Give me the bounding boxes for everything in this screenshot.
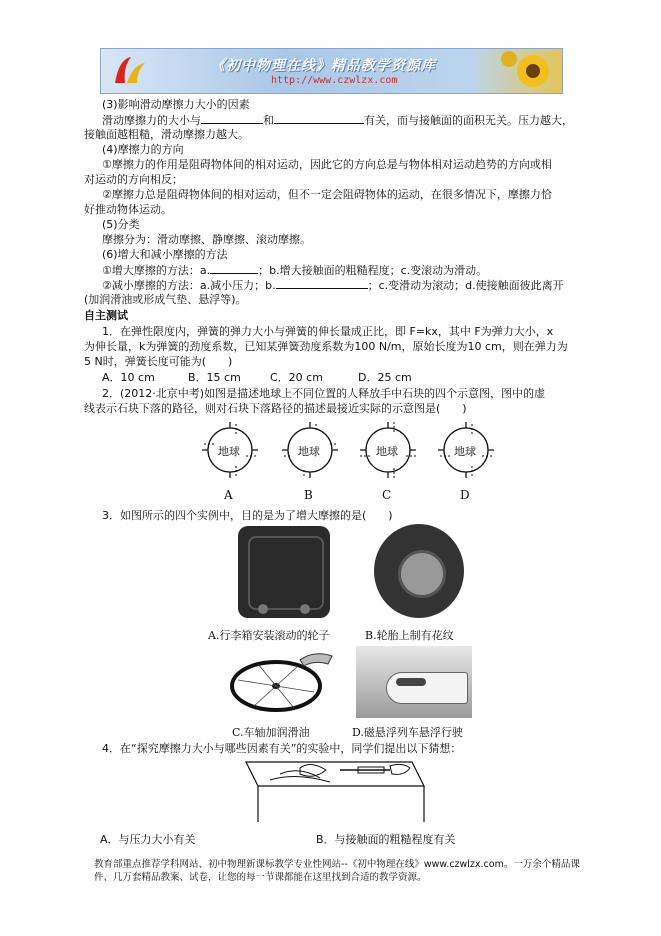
banner-url: http://www.czwlzx.com xyxy=(271,75,398,86)
section-3-line-2: 接触面越粗糙，滑动摩擦力越大。 xyxy=(84,128,249,141)
question-2-line-2: 线表示石块下落的路径，则对石块下落路径的描述最接近实际的示意图是( ) xyxy=(84,402,467,415)
earth-diagram-d xyxy=(436,420,496,480)
diagram-option-d: D xyxy=(460,488,470,502)
question-4-option-a: A．与压力大小有关 xyxy=(100,833,196,846)
bicycle-wheel-photo xyxy=(228,646,338,714)
footer-line-2: 件、几万套精品教案、试卷，让您的每一节课都能在这里找到合适的教学资源。 xyxy=(94,872,427,883)
diagram-option-c: C xyxy=(382,488,392,502)
maglev-train-photo xyxy=(356,646,472,718)
section-4-heading: (4)摩擦力的方向 xyxy=(102,143,184,156)
section-4-line-2: 对运动的方向相反； xyxy=(84,173,183,186)
logo-icon xyxy=(109,53,149,89)
section-5-line-1: 摩擦分为：滑动摩擦、静摩擦、滚动摩擦。 xyxy=(102,233,311,246)
question-1-option-c: C．20 cm xyxy=(270,371,323,384)
question-1-option-b: B．15 cm xyxy=(188,371,241,384)
section-4-line-3: ②摩擦力总是阻碍物体间的相对运动，但不一定会阻碍物体的运动，在很多情况下，摩擦力恰 xyxy=(102,188,552,201)
question-1-option-a: A．10 cm xyxy=(102,371,155,384)
answer-blank[interactable] xyxy=(201,112,263,124)
friction-experiment-drawing xyxy=(240,756,430,828)
earth-label: 地球 xyxy=(376,445,398,458)
section-3-heading: (3)影响滑动摩擦力大小的因素 xyxy=(102,98,250,111)
question-1-option-d: D．25 cm xyxy=(358,371,412,384)
banner-title: 《初中物理在线》精品教学资源库 xyxy=(211,58,436,74)
section-6-line-3: (加润滑油或形成气垫、悬浮等)。 xyxy=(84,293,247,306)
section-4-line-1: ①摩擦力的作用是阻碍物体间的相对运动，因此它的方向总是与物体相对运动趋势的方向或相 xyxy=(102,158,552,171)
diagram-option-a: A xyxy=(224,488,233,502)
caption-b: B.轮胎上制有花纹 xyxy=(365,629,454,642)
earth-diagram-b xyxy=(280,420,340,480)
section-6-heading: (6)增大和减小摩擦的方法 xyxy=(102,248,228,261)
question-1-line-1: 1．在弹性限度内，弹簧的弹力大小与弹簧的伸长量成正比，即 F=kx，其中 F为弹力大小，x xyxy=(102,325,554,338)
question-4-option-b: B．与接触面的粗糙程度有关 xyxy=(316,833,456,846)
section-3-line-1: 滑动摩擦力的大小与 和 有关，而与接触面的面积无关。压力越大， xyxy=(102,114,573,127)
self-test-heading: 自主测试 xyxy=(84,309,128,322)
section-5-heading: (5)分类 xyxy=(102,218,140,231)
question-1-line-3: 5 N时，弹簧长度可能为( ) xyxy=(84,355,233,368)
answer-blank[interactable] xyxy=(276,277,368,289)
diagram-option-b: B xyxy=(304,488,313,502)
question-2-line-1: 2．(2012·北京中考)如图是描述地球上不同位置的人释放手中石块的四个示意图，图中的虚 xyxy=(102,387,546,400)
earth-diagram-c xyxy=(358,420,418,480)
caption-d: D.磁悬浮列车悬浮行驶 xyxy=(352,726,463,739)
earth-label: 地球 xyxy=(454,445,476,458)
footer-line-1: 教育部重点推荐学科网站、初中物理新课标教学专业性网站--《初中物理在线》www.czwlzx.com。一万余个精品课 xyxy=(94,859,580,870)
earth-diagram-a xyxy=(200,420,260,480)
suitcase-photo xyxy=(238,526,330,618)
earth-label: 地球 xyxy=(298,445,320,458)
section-6-line-1: ①增大摩擦的方法：a. ；b.增大接触面的粗糙程度；c.变滚动为滑动。 xyxy=(102,264,488,277)
question-4: 4．在“探究摩擦力大小与哪些因素有关”的实验中，同学们提出以下猜想： xyxy=(102,742,462,755)
tire-photo xyxy=(374,524,464,618)
answer-blank[interactable] xyxy=(210,262,258,274)
sunflower-icon xyxy=(501,49,561,93)
earth-label: 地球 xyxy=(218,445,240,458)
section-6-line-2: ②减小摩擦的方法：a.减小压力；b. ；c.变滑动为滚动；d.使接触面彼此离开 xyxy=(102,279,564,292)
caption-c: C.车轴加润滑油 xyxy=(232,726,310,739)
caption-a: A.行李箱安装滚动的轮子 xyxy=(208,629,330,642)
section-4-line-4: 好推动物体运动。 xyxy=(84,203,172,216)
question-3: 3．如图所示的四个实例中，目的是为了增大摩擦的是( ) xyxy=(102,509,393,522)
answer-blank[interactable] xyxy=(274,112,364,124)
question-1-line-2: 为伸长量，k为弹簧的劲度系数，已知某弹簧劲度系数为100 N/m，原始长度为10 cm，则在弹力为 xyxy=(84,340,568,353)
header-banner xyxy=(100,48,563,94)
